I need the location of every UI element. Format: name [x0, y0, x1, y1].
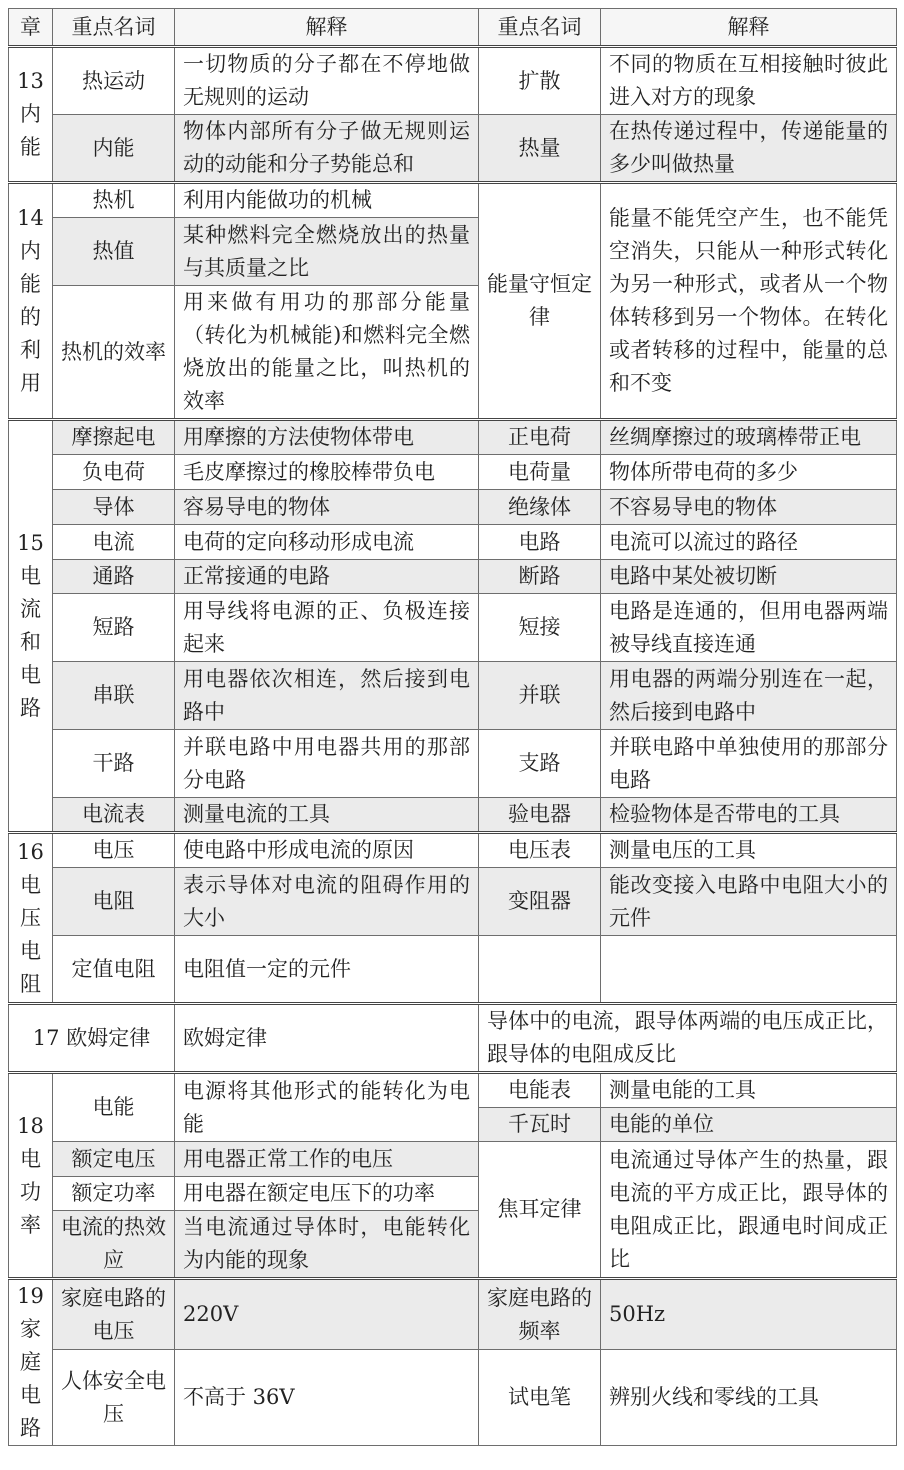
term-cell: 短接 — [479, 594, 601, 662]
table-row — [9, 455, 897, 490]
explanation-cell: 表示导体对电流的阻碍作用的大小 — [175, 868, 479, 936]
table-row — [9, 525, 897, 560]
chapter-char: 家 — [20, 1317, 41, 1341]
chapter-number: 19 — [17, 1284, 44, 1308]
chapter-char: 功 — [20, 1179, 41, 1204]
term-cell: 千瓦时 — [479, 1108, 601, 1142]
term-cell: 热机的效率 — [53, 286, 175, 420]
explanation-cell: 用来做有用功的那部分能量（转化为机械能)和燃料完全燃烧放出的能量之比，叫热机的效率 — [175, 286, 479, 420]
explanation-cell: 电能的单位 — [601, 1108, 897, 1142]
term-cell: 焦耳定律 — [479, 1142, 601, 1279]
explanation-cell: 丝绸摩擦过的玻璃棒带正电 — [601, 420, 897, 455]
table-row — [9, 420, 897, 455]
chapter-16-cell — [9, 833, 53, 1004]
chapter-char: 电 — [20, 872, 41, 897]
term-cell: 电能 — [53, 1073, 175, 1142]
chapter-char: 和 — [20, 630, 41, 654]
chapter-char: 阻 — [20, 971, 41, 996]
explanation-cell: 电阻值一定的元件 — [175, 936, 479, 1004]
chapter-char: 利 — [20, 338, 41, 362]
explanation-cell: 电源将其他形式的能转化为电能 — [175, 1073, 479, 1142]
explanation-cell: 并联电路中用电器共用的那部分电路 — [175, 730, 479, 798]
term-cell: 短路 — [53, 594, 175, 662]
explanation-cell: 测量电流的工具 — [175, 798, 479, 833]
explanation-cell: 不同的物质在互相接触时彼此进入对方的现象 — [601, 47, 897, 115]
chapter-19-cell — [9, 1279, 53, 1446]
term-cell: 家庭电路的电压 — [53, 1279, 175, 1350]
term-cell: 电流的热效应 — [53, 1211, 175, 1279]
chapter-char: 能 — [20, 135, 41, 159]
term-cell: 电荷量 — [479, 455, 601, 490]
explanation-cell: 容易导电的物体 — [175, 490, 479, 525]
term-cell: 支路 — [479, 730, 601, 798]
term-cell: 人体安全电压 — [53, 1350, 175, 1446]
table-row — [9, 936, 897, 1004]
chapter-char: 电 — [20, 938, 41, 963]
table-row — [9, 662, 897, 730]
term-cell: 负电荷 — [53, 455, 175, 490]
explanation-cell: 测量电压的工具 — [601, 833, 897, 868]
explanation-cell: 50Hz — [601, 1279, 897, 1350]
physics-terms-table — [8, 8, 897, 1446]
explanation-cell: 辨别火线和零线的工具 — [601, 1350, 897, 1446]
table-row — [9, 490, 897, 525]
explanation-cell — [601, 936, 897, 1004]
term-cell: 电阻 — [53, 868, 175, 936]
chapter-char: 电 — [20, 564, 41, 588]
table-row — [9, 730, 897, 798]
term-cell: 绝缘体 — [479, 490, 601, 525]
explanation-cell: 用电器在额定电压下的功率 — [175, 1177, 479, 1211]
explanation-cell: 物体内部所有分子做无规则运动的动能和分子势能总和 — [175, 115, 479, 183]
table-row — [9, 1004, 897, 1073]
chapter-char: 的 — [20, 305, 41, 329]
chapter-number: 15 — [17, 531, 44, 555]
term-cell: 额定电压 — [53, 1142, 175, 1177]
term-cell: 干路 — [53, 730, 175, 798]
explanation-cell: 电流可以流过的路径 — [601, 525, 897, 560]
term-cell: 摩擦起电 — [53, 420, 175, 455]
explanation-cell: 用摩擦的方法使物体带电 — [175, 420, 479, 455]
chapter-char: 内 — [20, 102, 41, 126]
chapter-char: 电 — [20, 663, 41, 687]
explanation-cell: 毛皮摩擦过的橡胶棒带负电 — [175, 455, 479, 490]
term-cell: 电流表 — [53, 798, 175, 833]
term-cell: 试电笔 — [479, 1350, 601, 1446]
header-term-2: 重点名词 — [479, 9, 601, 47]
term-cell: 电能表 — [479, 1073, 601, 1108]
chapter-char: 路 — [20, 696, 41, 720]
term-cell: 电压表 — [479, 833, 601, 868]
chapter-18-cell — [9, 1073, 53, 1279]
table-row — [9, 47, 897, 115]
chapter-15-cell — [9, 420, 53, 833]
explanation-cell: 检验物体是否带电的工具 — [601, 798, 897, 833]
term-cell: 并联 — [479, 662, 601, 730]
explanation-cell: 当电流通过导体时，电能转化为内能的现象 — [175, 1211, 479, 1279]
chapter-char: 内 — [20, 239, 41, 263]
table-row — [9, 868, 897, 936]
chapter-number: 14 — [17, 206, 44, 230]
physics-terms-table-wrapper — [8, 8, 896, 1446]
chapter-number: 18 — [17, 1113, 44, 1138]
explanation-cell: 电流通过导体产生的热量，跟电流的平方成正比，跟导体的电阻成正比，跟通电时间成正比 — [601, 1142, 897, 1279]
chapter-14-cell — [9, 183, 53, 420]
chapter-char: 率 — [20, 1212, 41, 1237]
explanation-cell: 使电路中形成电流的原因 — [175, 833, 479, 868]
term-cell: 验电器 — [479, 798, 601, 833]
chapter-char: 电 — [20, 1383, 41, 1407]
explanation-cell: 用电器正常工作的电压 — [175, 1142, 479, 1177]
term-cell: 热量 — [479, 115, 601, 183]
explanation-cell: 正常接通的电路 — [175, 560, 479, 594]
explanation-cell: 用电器的两端分别连在一起，然后接到电路中 — [601, 662, 897, 730]
table-row — [9, 1279, 897, 1350]
table-row — [9, 1350, 897, 1446]
chapter-char: 压 — [20, 905, 41, 930]
table-row — [9, 1073, 897, 1108]
chapter-17-cell: 17 欧姆定律 — [9, 1004, 175, 1073]
explanation-cell: 不高于 36V — [175, 1350, 479, 1446]
explanation-cell: 电路中某处被切断 — [601, 560, 897, 594]
chapter-char: 庭 — [20, 1350, 41, 1374]
term-cell: 正电荷 — [479, 420, 601, 455]
term-cell: 变阻器 — [479, 868, 601, 936]
explanation-cell: 用导线将电源的正、负极连接起来 — [175, 594, 479, 662]
term-cell: 断路 — [479, 560, 601, 594]
term-cell: 欧姆定律 — [175, 1004, 479, 1073]
chapter-number: 16 — [17, 839, 44, 864]
table-row — [9, 594, 897, 662]
table-row — [9, 560, 897, 594]
term-cell: 电路 — [479, 525, 601, 560]
term-cell: 导体 — [53, 490, 175, 525]
term-cell: 家庭电路的频率 — [479, 1279, 601, 1350]
chapter-number: 13 — [17, 69, 44, 93]
term-cell: 热机 — [53, 183, 175, 218]
chapter-13-cell — [9, 47, 53, 183]
term-cell: 串联 — [53, 662, 175, 730]
explanation-cell: 一切物质的分子都在不停地做无规则的运动 — [175, 47, 479, 115]
term-cell: 热运动 — [53, 47, 175, 115]
header-explanation-2: 解释 — [601, 9, 897, 47]
explanation-cell: 导体中的电流，跟导体两端的电压成正比，跟导体的电阻成反比 — [479, 1004, 897, 1073]
explanation-cell: 并联电路中单独使用的那部分电路 — [601, 730, 897, 798]
term-cell: 能量守恒定律 — [479, 183, 601, 420]
term-cell: 额定功率 — [53, 1177, 175, 1211]
explanation-cell: 利用内能做功的机械 — [175, 183, 479, 218]
term-cell: 内能 — [53, 115, 175, 183]
table-row — [9, 115, 897, 183]
header-explanation-1: 解释 — [175, 9, 479, 47]
table-row — [9, 1142, 897, 1177]
header-term-1: 重点名词 — [53, 9, 175, 47]
term-cell: 电流 — [53, 525, 175, 560]
explanation-cell: 测量电能的工具 — [601, 1073, 897, 1108]
term-cell: 热值 — [53, 218, 175, 286]
chapter-char: 用 — [20, 371, 41, 395]
term-cell: 电压 — [53, 833, 175, 868]
term-cell: 扩散 — [479, 47, 601, 115]
explanation-cell: 电路是连通的，但用电器两端被导线直接连通 — [601, 594, 897, 662]
explanation-cell: 能量不能凭空产生，也不能凭空消失，只能从一种形式转化为另一种形式，或者从一个物体转移到另一个物体。在转化或者转移的过程中，能量的总和不变 — [601, 183, 897, 420]
table-row — [9, 183, 897, 218]
chapter-char: 流 — [20, 597, 41, 621]
explanation-cell: 不容易导电的物体 — [601, 490, 897, 525]
header-chapter: 章 — [9, 9, 53, 47]
explanation-cell: 能改变接入电路中电阻大小的元件 — [601, 868, 897, 936]
term-cell: 定值电阻 — [53, 936, 175, 1004]
table-row — [9, 798, 897, 833]
explanation-cell: 电荷的定向移动形成电流 — [175, 525, 479, 560]
explanation-cell: 220V — [175, 1279, 479, 1350]
chapter-char: 电 — [20, 1146, 41, 1171]
explanation-cell: 用电器依次相连，然后接到电路中 — [175, 662, 479, 730]
chapter-char: 路 — [20, 1416, 41, 1440]
explanation-cell: 物体所带电荷的多少 — [601, 455, 897, 490]
header-row — [9, 9, 897, 47]
table-row — [9, 833, 897, 868]
term-cell — [479, 936, 601, 1004]
chapter-char: 能 — [20, 272, 41, 296]
term-cell: 通路 — [53, 560, 175, 594]
explanation-cell: 在热传递过程中，传递能量的多少叫做热量 — [601, 115, 897, 183]
explanation-cell: 某种燃料完全燃烧放出的热量与其质量之比 — [175, 218, 479, 286]
